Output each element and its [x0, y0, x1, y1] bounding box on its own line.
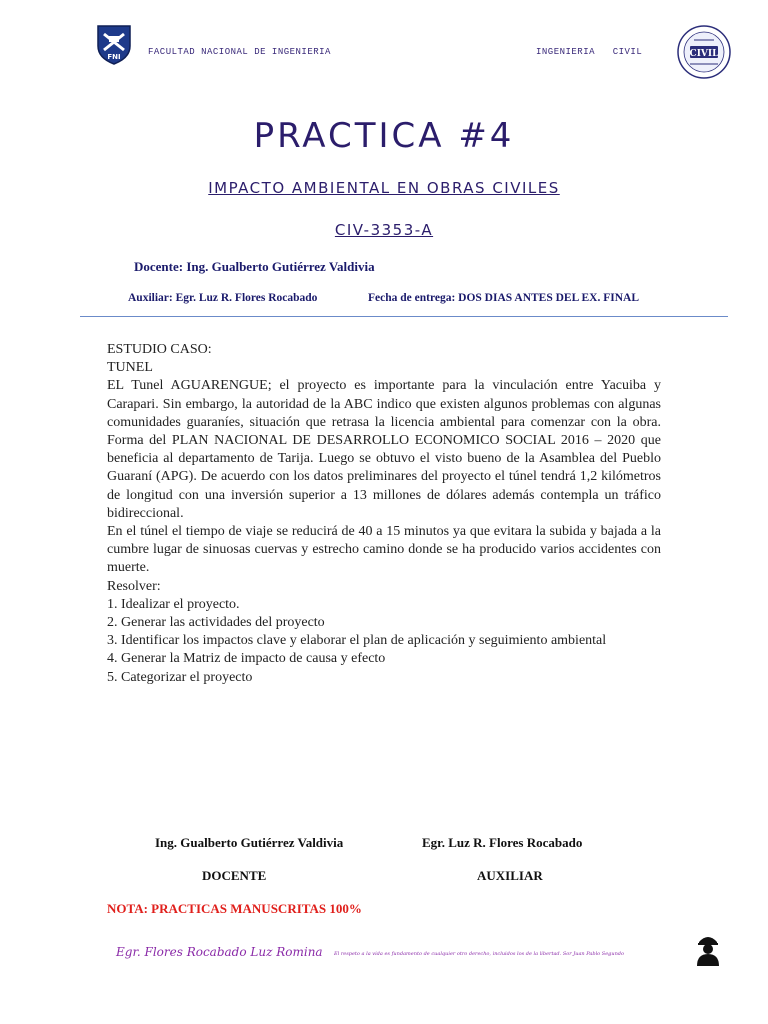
- course-code: [0, 221, 768, 239]
- svg-text:CIVIL: CIVIL: [689, 49, 719, 59]
- task-item: 5. Categorizar el proyecto: [107, 669, 253, 685]
- task-item: 1. Idealizar el proyecto.: [107, 596, 240, 612]
- signature-docente-name: Ing. Gualberto Gutiérrez Valdivia: [155, 835, 344, 850]
- footer-name: Egr. Flores Rocabado Luz Romina: [116, 945, 323, 959]
- subtitle: [0, 179, 768, 197]
- resolver-label: Resolver:: [107, 578, 161, 594]
- task-item: 3. Identificar los impactos clave y elaborar el plan de aplicación y seguimiento ambiental: [107, 633, 607, 649]
- subtitle-text: IMPACTO AMBIENTAL EN OBRAS CIVILES: [208, 179, 560, 197]
- divider: [80, 316, 728, 317]
- nota: NOTA: PRACTICAS MANUSCRITAS 100%: [107, 901, 362, 916]
- signature-auxiliar-role: AUXILIAR: [477, 868, 543, 883]
- fecha-line: Fecha de entrega: DOS DIAS ANTES DEL EX. FINAL: [368, 292, 640, 304]
- task-item: 2. Generar las actividades del proyecto: [107, 615, 325, 631]
- footer-quote: El respeto a la vida es fundamento de cualquier otro derecho, incluidos los de la libertad. Sor Juan Pablo Segundo: [334, 951, 624, 957]
- civil-logo: [676, 24, 732, 80]
- signature-docente-role: DOCENTE: [202, 868, 267, 883]
- header-faculty: FACULTAD NACIONAL DE INGENIERIA: [148, 47, 331, 57]
- case-name: TUNEL: [107, 360, 153, 376]
- fni-logo: [92, 22, 136, 66]
- page-title: PRACTICA #4: [253, 116, 515, 156]
- course-code-text: CIV-3353-A: [334, 221, 434, 239]
- case-body: [107, 341, 661, 687]
- auxiliar-line: Auxiliar: Egr. Luz R. Flores Rocabado: [128, 292, 318, 304]
- engineer-icon: [694, 932, 722, 966]
- signature-auxiliar-name: Egr. Luz R. Flores Rocabado: [422, 835, 583, 850]
- task-item: 4. Generar la Matriz de impacto de causa y efecto: [107, 651, 386, 667]
- case-label: ESTUDIO CASO:: [107, 342, 212, 357]
- svg-text:FNI: FNI: [107, 53, 121, 61]
- header-department: INGENIERIA CIVIL: [536, 47, 643, 57]
- case-paragraph-2: En el túnel el tiempo de viaje se reducirá de 40 a 15 minutos ya que evitara la subida y bajada a la cumbre lugar de sinuosas cuervas y estrecho camino donde se ha producido varios accidentes con muerte.: [107, 524, 661, 576]
- case-paragraph-1: EL Tunel AGUARENGUE; el proyecto es importante para la vinculación entre Yacuiba y Carapari. Sin embargo, la autoridad de la ABC indico que existen algunos problemas con algunas comunidades guaraníes, situación que retrasa la licencia ambiental para comenzar con la obra. Forma del PLAN NACIONAL DE DESARROLLO ECONOMICO SOCIAL 2016 – 2020 que beneficia al departamento de Tarija. Luego se obtuvo el visto bueno de la Asamblea del Pueblo Guaraní (APG). De acuerdo con los datos preliminares del proyecto el túnel tendrá 1,2 kilómetros de longitud con una inversión superior a 13 millones de dólares además contempla un tráfico bidireccional.: [107, 378, 661, 521]
- docente-line: Docente: Ing. Gualberto Gutiérrez Valdivia: [134, 259, 375, 274]
